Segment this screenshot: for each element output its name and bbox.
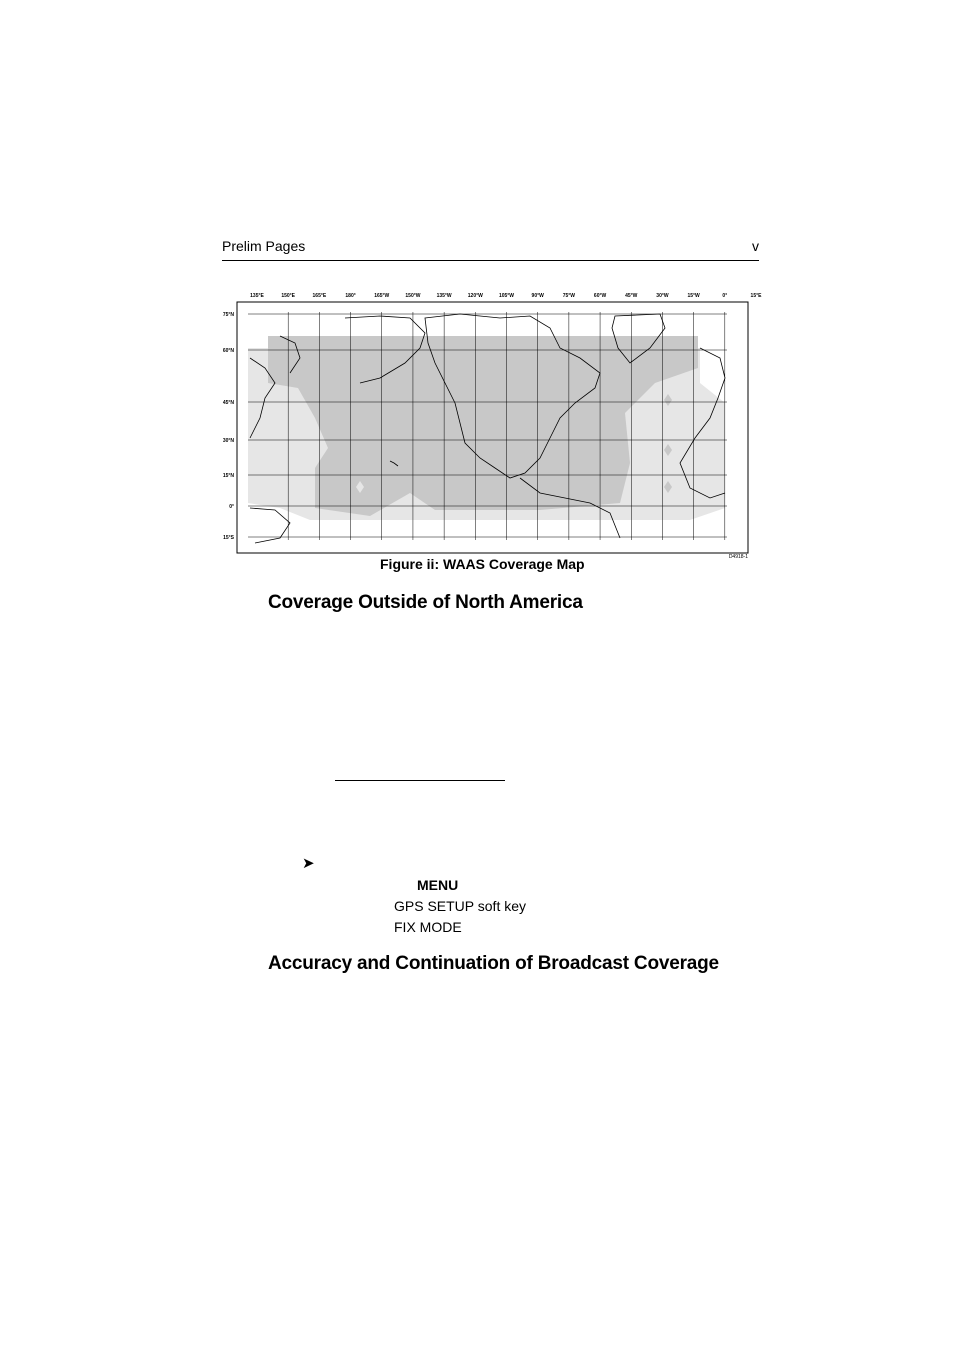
procedure-step-gps-setup: GPS SETUP soft key: [394, 898, 527, 914]
page-header: [222, 236, 759, 261]
longitude-label: 15°E: [750, 293, 762, 299]
longitude-label: 60°W: [593, 293, 607, 299]
latitude-label: 60°N: [222, 348, 234, 354]
header-page-number: v: [752, 238, 759, 254]
latitude-label: 15°S: [223, 535, 234, 541]
figure-caption: Figure ii: WAAS Coverage Map: [380, 556, 585, 572]
latitude-label: 15°N: [222, 473, 234, 479]
waas-coverage-map: [220, 288, 760, 560]
section-heading-coverage-outside: Coverage Outside of North America: [268, 592, 583, 613]
procedure-step-menu: MENU: [417, 877, 459, 893]
longitude-label: 105°W: [498, 293, 515, 299]
longitude-label: 30°W: [656, 293, 669, 299]
procedure-arrow-icon: ➤: [302, 855, 315, 872]
section-heading-accuracy: Accuracy and Continuation of Broadcast Coverage: [268, 953, 719, 974]
header-section-title: Prelim Pages: [222, 238, 306, 254]
figure-id: D4918-1: [728, 554, 748, 560]
longitude-label: 150°E: [281, 293, 296, 299]
longitude-label: 150°W: [405, 293, 421, 299]
longitude-label: 0°: [722, 293, 728, 299]
longitude-label: 135°W: [436, 293, 452, 299]
latitude-label: 0°: [229, 504, 234, 510]
longitude-label: 75°W: [562, 293, 576, 299]
longitude-label: 45°W: [625, 293, 638, 299]
longitude-label: 120°W: [467, 293, 483, 299]
longitude-label: 165°E: [312, 293, 327, 299]
longitude-label: 180°: [345, 293, 356, 299]
longitude-label: 90°W: [531, 293, 544, 299]
horizontal-rule: [335, 780, 505, 781]
procedure-step-fix-mode: FIX MODE: [394, 919, 462, 935]
latitude-label: 30°N: [222, 438, 234, 444]
longitude-label: 165°W: [374, 293, 390, 299]
longitude-label: 15°W: [687, 293, 700, 299]
longitude-label: 135°E: [250, 293, 264, 299]
latitude-label: 75°N: [222, 312, 234, 318]
latitude-label: 45°N: [222, 400, 234, 406]
